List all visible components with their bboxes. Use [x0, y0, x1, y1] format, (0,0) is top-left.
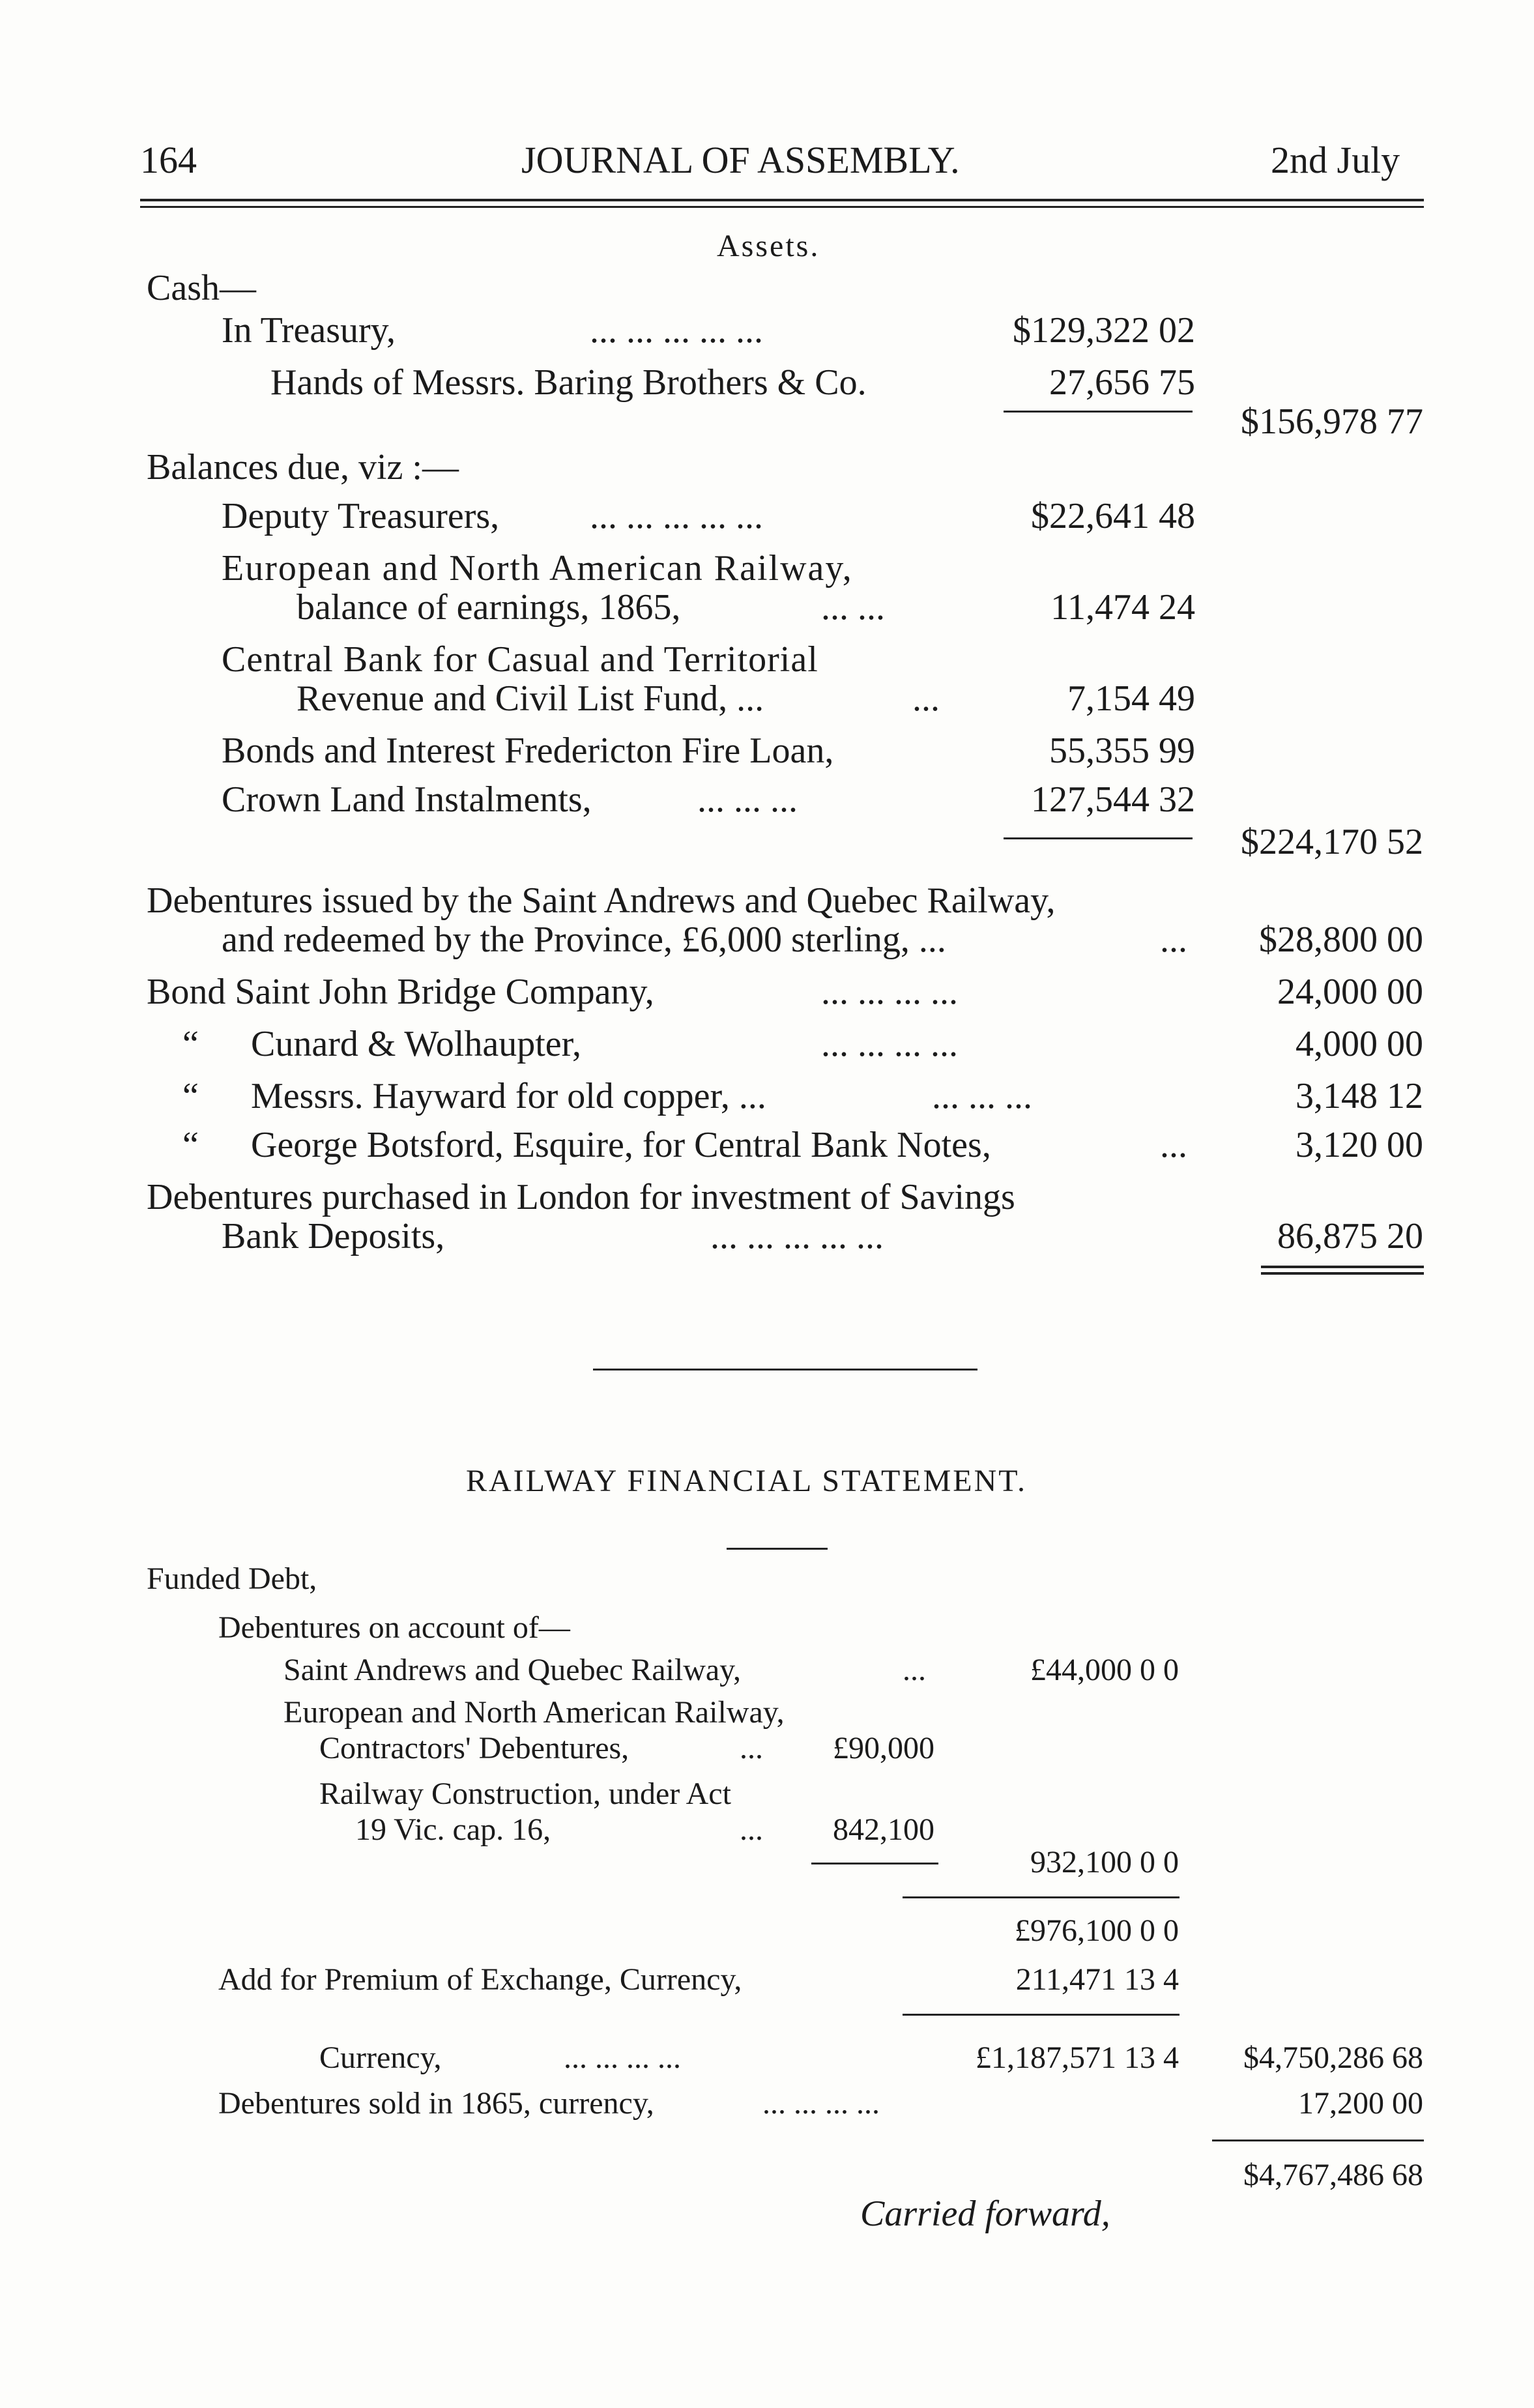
- ditto-mark: “: [182, 1125, 199, 1165]
- railway-total: £976,100 0 0: [1015, 1913, 1179, 1948]
- botsford-amount: 3,120 00: [1295, 1125, 1423, 1165]
- bond-leader: ... ... ... ...: [821, 972, 958, 1012]
- currency-leader: ... ... ... ...: [564, 2040, 681, 2075]
- bond-amount: 24,000 00: [1277, 972, 1423, 1012]
- contractors-label: Contractors' Debentures,: [319, 1731, 630, 1765]
- section-divider: [593, 1369, 977, 1371]
- page-number: 164: [140, 139, 197, 181]
- debentures-leader: ...: [1160, 920, 1187, 960]
- sold-amount: 17,200 00: [1298, 2086, 1423, 2121]
- cash-subtotal-rule: [1004, 411, 1193, 413]
- crown-leader: ... ... ...: [697, 779, 798, 820]
- page-date: 2nd July: [1271, 139, 1400, 181]
- header-rule-top: [140, 199, 1424, 201]
- contractors-amount: £90,000: [833, 1731, 934, 1765]
- debentures-on-account-label: Debentures on account of—: [218, 1610, 570, 1645]
- central-leader: ...: [912, 678, 940, 719]
- header-rule-bottom: [140, 206, 1424, 208]
- hayward-amount: 3,148 12: [1295, 1076, 1423, 1116]
- bond-label: Bond Saint John Bridge Company,: [147, 972, 654, 1012]
- european-line2: balance of earnings, 1865,: [297, 587, 681, 628]
- crown-label: Crown Land Instalments,: [222, 779, 592, 820]
- savings-line1: Debentures purchased in London for investment of Savings: [147, 1177, 1015, 1217]
- standrews-leader: ...: [903, 1653, 926, 1687]
- botsford-label: George Botsford, Esquire, for Central Bank Notes,: [251, 1125, 991, 1165]
- crown-amount: 127,544 32: [1031, 779, 1195, 820]
- cash-total: $156,978 77: [1241, 401, 1423, 442]
- european-leader: ... ...: [821, 587, 885, 628]
- central-line2: Revenue and Civil List Fund, ...: [297, 678, 764, 719]
- deputy-label: Deputy Treasurers,: [222, 496, 500, 536]
- construction-rule: [811, 1863, 938, 1864]
- deputy-amount: $22,641 48: [1031, 496, 1195, 536]
- carried-forward: Carried forward,: [860, 2194, 1110, 2234]
- construction-amount: 842,100: [833, 1812, 934, 1847]
- balances-subtotal-rule: [1004, 837, 1193, 839]
- hayward-leader: ... ... ...: [932, 1076, 1032, 1116]
- total-rule: [903, 1896, 1179, 1898]
- treasury-leader: ... ... ... ... ...: [590, 310, 763, 351]
- currency-rule: [903, 2014, 1179, 2016]
- treasury-amount: $129,322 02: [1013, 310, 1195, 351]
- assets-heading: Assets.: [717, 229, 820, 263]
- european-line1: European and North American Railway,: [222, 548, 853, 588]
- european-amount: 11,474 24: [1050, 587, 1195, 628]
- baring-amount: 27,656 75: [1049, 362, 1195, 403]
- heading-short-rule: [727, 1548, 828, 1550]
- funded-debt-label: Funded Debt,: [147, 1561, 317, 1596]
- premium-label: Add for Premium of Exchange, Currency,: [218, 1962, 742, 1997]
- premium-amount: 211,471 13 4: [1015, 1962, 1179, 1997]
- savings-leader: ... ... ... ... ...: [710, 1216, 884, 1256]
- savings-line2: Bank Deposits,: [222, 1216, 445, 1256]
- baring-label: Hands of Messrs. Baring Brothers & Co.: [270, 362, 867, 403]
- bonds-label: Bonds and Interest Fredericton Fire Loan,: [222, 731, 834, 771]
- construction-line2: 19 Vic. cap. 16,: [355, 1812, 551, 1847]
- currency-label: Currency,: [319, 2040, 442, 2075]
- total-double-rule-top: [1261, 1266, 1424, 1268]
- sold-leader: ... ... ... ...: [762, 2086, 880, 2121]
- cunard-label: Cunard & Wolhaupter,: [251, 1024, 582, 1064]
- ditto-mark: “: [182, 1076, 199, 1116]
- debentures-line1: Debentures issued by the Saint Andrews and Quebec Railway,: [147, 880, 1056, 921]
- hayward-label: Messrs. Hayward for old copper, ...: [251, 1076, 766, 1116]
- railway-european-line1: European and North American Railway,: [283, 1695, 785, 1730]
- contractors-leader: ...: [740, 1731, 763, 1765]
- standrews-amount: £44,000 0 0: [1030, 1653, 1179, 1687]
- debentures-amount: $28,800 00: [1259, 920, 1423, 960]
- sold-label: Debentures sold in 1865, currency,: [218, 2086, 654, 2121]
- treasury-label: In Treasury,: [222, 310, 396, 351]
- balances-label: Balances due, viz :—: [147, 447, 459, 487]
- grand-total-rule: [1212, 2140, 1424, 2141]
- cunard-leader: ... ... ... ...: [821, 1024, 958, 1064]
- cunard-amount: 4,000 00: [1295, 1024, 1423, 1064]
- debentures-line2: and redeemed by the Province, £6,000 sterling, ...: [222, 920, 946, 960]
- bonds-amount: 55,355 99: [1049, 731, 1195, 771]
- currency-amount: £1,187,571 13 4: [976, 2040, 1179, 2075]
- construction-leader: ...: [740, 1812, 763, 1847]
- railway-heading: RAILWAY FINANCIAL STATEMENT.: [466, 1464, 1027, 1498]
- standrews-label: Saint Andrews and Quebec Railway,: [283, 1653, 742, 1687]
- railway-subtotal: 932,100 0 0: [1030, 1845, 1179, 1879]
- construction-line1: Railway Construction, under Act: [319, 1777, 731, 1811]
- grand-total: $4,767,486 68: [1243, 2158, 1423, 2192]
- central-line1: Central Bank for Casual and Territorial: [222, 639, 818, 680]
- botsford-leader: ...: [1160, 1125, 1187, 1165]
- cash-label: Cash—: [147, 268, 256, 308]
- central-amount: 7,154 49: [1067, 678, 1195, 719]
- deputy-leader: ... ... ... ... ...: [590, 496, 763, 536]
- ditto-mark: “: [182, 1024, 199, 1064]
- running-title: JOURNAL OF ASSEMBLY.: [521, 139, 960, 181]
- balances-total: $224,170 52: [1241, 822, 1423, 862]
- savings-amount: 86,875 20: [1277, 1216, 1423, 1256]
- currency-dollars: $4,750,286 68: [1243, 2040, 1423, 2075]
- total-double-rule-bottom: [1261, 1272, 1424, 1275]
